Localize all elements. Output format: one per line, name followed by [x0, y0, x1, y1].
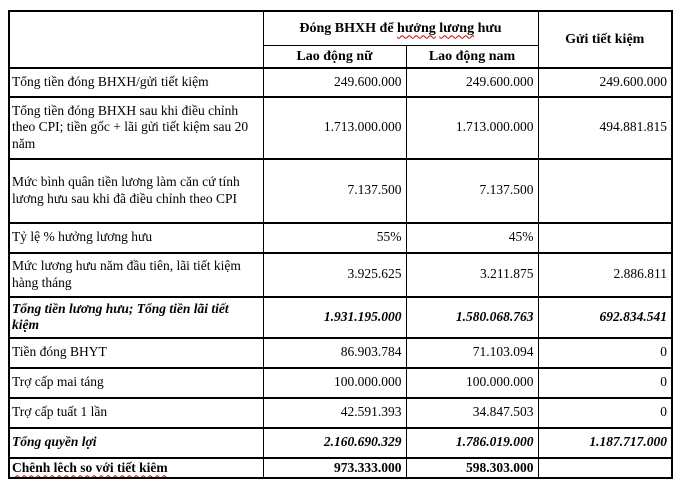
row-label-cell: [9, 253, 263, 297]
value-cell-savings: 249.600.000: [538, 68, 672, 97]
row-label: Tổng tiền lương hưu; Tổng tiền lãi tiết kiệm: [12, 300, 229, 333]
row-label: Tiền đóng BHYT: [12, 344, 107, 360]
row-label: Tỷ lệ % hưởng lương hưu: [12, 229, 153, 245]
value-cell-male: 598.303.000: [406, 458, 538, 478]
row-label-cell: [9, 223, 263, 253]
table-row: [9, 398, 672, 428]
row-label: Tổng quyền lợi: [12, 434, 97, 450]
misspelled-word: lương: [439, 20, 475, 36]
value-cell-savings: [538, 223, 672, 253]
table-row: [9, 338, 672, 368]
misspelled-word: hưởng: [397, 20, 436, 36]
value-cell-male: 1.580.068.763: [406, 297, 538, 338]
row-label-cell: [9, 368, 263, 398]
row-label-cell: [9, 159, 263, 223]
value-cell-female: 86.903.784: [263, 338, 406, 368]
row-label-cell: [9, 428, 263, 458]
group-header-bhxh: [263, 11, 538, 45]
table-row: [9, 368, 672, 398]
row-label-cell: [9, 338, 263, 368]
table-row: [9, 97, 672, 159]
table-row: [9, 297, 672, 338]
group-title-prefix: Đóng BHXH để: [299, 20, 398, 36]
value-cell-savings: 0: [538, 338, 672, 368]
value-cell-female: 1.931.195.000: [263, 297, 406, 338]
value-cell-savings: [538, 458, 672, 478]
row-label: Tổng tiền đóng BHXH/gửi tiết kiệm: [12, 73, 209, 89]
table-row: [9, 428, 672, 458]
value-cell-male: 1.713.000.000: [406, 97, 538, 159]
value-cell-male: 100.000.000: [406, 368, 538, 398]
value-cell-savings: 1.187.717.000: [538, 428, 672, 458]
table-row: [9, 458, 672, 478]
value-cell-savings: 692.834.541: [538, 297, 672, 338]
value-cell-male: 71.103.094: [406, 338, 538, 368]
value-cell-female: 249.600.000: [263, 68, 406, 97]
row-label: Mức lương hưu năm đầu tiên, lãi tiết kiệm hàng tháng: [12, 258, 241, 290]
value-cell-savings: 494.881.815: [538, 97, 672, 159]
value-cell-female: 973.333.000: [263, 458, 406, 478]
value-cell-female: 55%: [263, 223, 406, 253]
corner-cell: [9, 11, 263, 68]
value-cell-female: 42.591.393: [263, 398, 406, 428]
column-header-female: Lao động nữ: [263, 45, 406, 68]
value-cell-savings: 2.886.811: [538, 253, 672, 297]
row-label-cell: [9, 68, 263, 97]
row-label-cell: [9, 458, 263, 478]
row-label-cell: [9, 297, 263, 338]
value-cell-female: 7.137.500: [263, 159, 406, 223]
value-cell-male: 34.847.503: [406, 398, 538, 428]
header-row-group: [9, 11, 672, 45]
value-cell-male: 3.211.875: [406, 253, 538, 297]
pension-vs-savings-table: [8, 10, 673, 479]
value-cell-savings: 0: [538, 398, 672, 428]
row-label-cell: [9, 398, 263, 428]
value-cell-male: 7.137.500: [406, 159, 538, 223]
value-cell-female: 2.160.690.329: [263, 428, 406, 458]
value-cell-male: 1.786.019.000: [406, 428, 538, 458]
table-row: [9, 223, 672, 253]
value-cell-savings: [538, 159, 672, 223]
value-cell-male: 45%: [406, 223, 538, 253]
row-label: Trợ cấp tuất 1 lần: [12, 404, 108, 420]
group-title-suffix: hưu: [474, 20, 502, 36]
table-row: [9, 253, 672, 297]
table-row: [9, 68, 672, 97]
value-cell-female: 1.713.000.000: [263, 97, 406, 159]
row-label-cell: [9, 97, 263, 159]
row-label: Mức bình quân tiền lương làm căn cứ tính lương hưu sau khi đã điều chỉnh theo CPI: [12, 174, 240, 206]
row-label: Tổng tiền đóng BHXH sau khi điều chỉnh theo CPI; tiền gốc + lãi gửi tiết kiệm sau 20 năm: [12, 102, 249, 151]
row-label: Trợ cấp mai táng: [12, 374, 104, 390]
column-header-savings: Gửi tiết kiệm: [538, 11, 672, 68]
value-cell-savings: 0: [538, 368, 672, 398]
value-cell-female: 100.000.000: [263, 368, 406, 398]
row-label: Chênh lêch so với tiết kiêm: [12, 459, 168, 475]
value-cell-male: 249.600.000: [406, 68, 538, 97]
table-row: [9, 159, 672, 223]
column-header-male: Lao động nam: [406, 45, 538, 68]
value-cell-female: 3.925.625: [263, 253, 406, 297]
